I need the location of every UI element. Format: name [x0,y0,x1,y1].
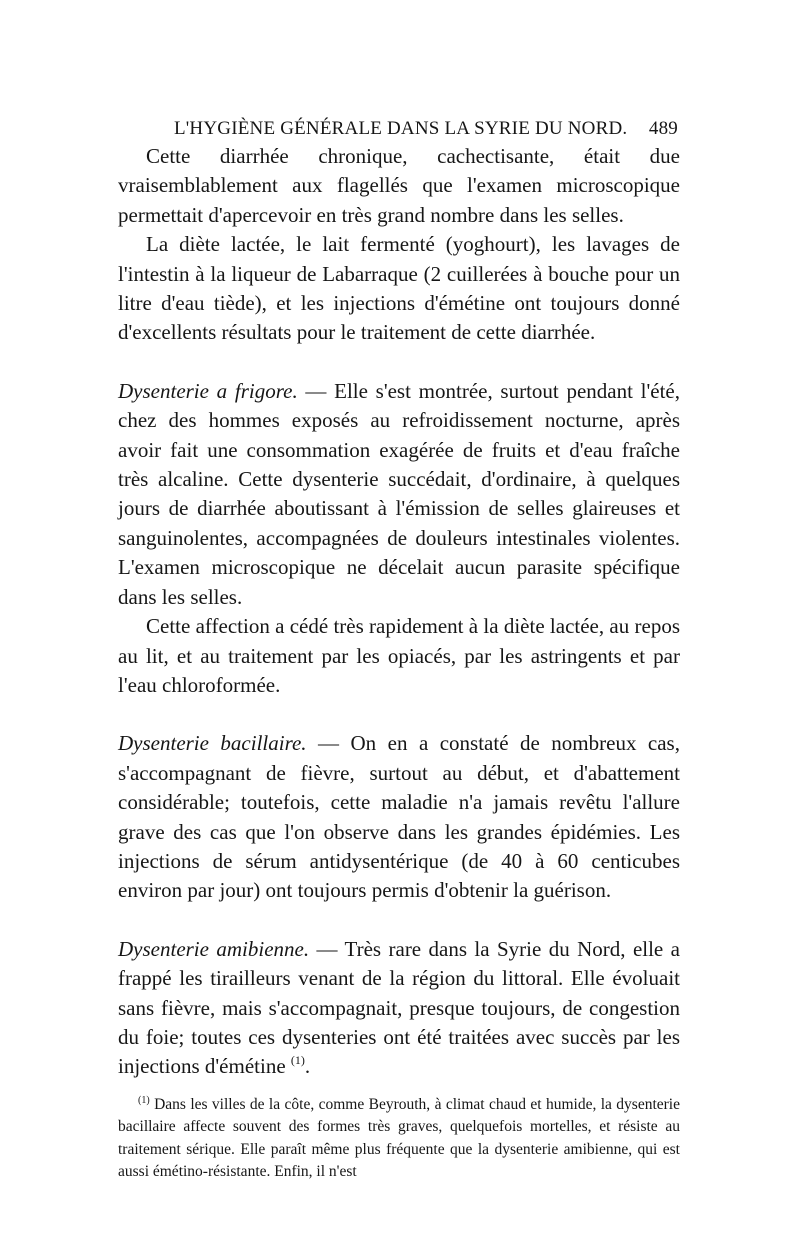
paragraph-text: — On en a constaté de nombreux cas, s'accompagnant de fièvre, surtout au début, et d'abattement considérable; toutefois, cette maladie n'a jamais revêtu l'allure grave des cas que l'on observe dans les grandes épidémies. Les injections de sérum antidysentérique (de 40 à 60 centicubes environ par jour) ont toujours permis d'obtenir la guérison. [118,731,680,903]
running-title: L'HYGIÈNE GÉNÉRALE DANS LA SYRIE DU NORD. [174,118,628,139]
paragraph-dysentery-a-frigore [118,377,680,612]
section-title: Dysenterie amibienne. [118,936,310,961]
paragraph-treatment [118,230,680,348]
book-page [118,112,680,1184]
paragraph-text: — Très rare dans la Syrie du Nord, elle a frappé les tirailleurs venant de la région du littoral. Elle évoluait sans fièvre, mais s'accompagnait, presque toujours, de congestion du foie; toutes ces dysenteries ont été traitées avec succès par les injections d'émétine [118,936,680,1079]
paragraph-text: La diète lactée, le lait fermenté (yoghourt), les lavages de l'intestin à la liqueur de Labarraque (2 cuillerées à bouche pour un litre d'eau tiède), et les injections d'émétine ont toujours donné d'excellents résultats pour le traitement de cette diarrhée. [118,232,680,345]
paragraph-chronic-diarrhea [118,142,680,230]
footnote-text: Dans les villes de la côte, comme Beyrouth, à climat chaud et humide, la dysenterie bacillaire affecte souvent des formes très graves, quelquefois mortelles, et résiste au traitement sérique. Elle paraît même plus fréquente que la dysenterie amibienne, qui est aussi émétino-résistante. Enfin, il n'est [118,1095,680,1181]
paragraph-end: . [304,1054,311,1079]
footnote-marker: (1) [138,1094,150,1106]
paragraph-text: Cette affection a cédé très rapidement à la diète lactée, au repos au lit, et au traitement par les opiacés, par les astringents et par l'eau chloroformée. [118,614,680,697]
page-number: 489 [648,118,678,139]
paragraph-amoebic-dysentery [118,935,680,1082]
section-title: Dysenterie a frigore. [118,378,298,403]
footnote-reference: (1) [290,1053,305,1068]
running-head [118,112,680,142]
paragraph-text: Cette diarrhée chronique, cachectisante, était due vraisemblablement aux flagellés que l'examen microscopique permettait d'apercevoir en très grand nombre dans les selles. [118,144,680,227]
body-text [118,142,680,1082]
footnote [118,1094,680,1184]
paragraph-bacillary-dysentery [118,729,680,905]
paragraph-text: — Elle s'est montrée, surtout pendant l'été, chez des hommes exposés au refroidissement nocturne, après avoir fait une consommation exagérée de fruits et d'eau fraîche très alcaline. Cette dysenterie succédait, d'ordinaire, à quelques jours de diarrhée aboutissant à l'émission de selles glaireuses et sanguinolentes, accompagnées de douleurs intestinales violentes. L'examen microscopique ne décelait aucun parasite spécifique dans les selles. [118,378,680,609]
paragraph-affection-treatment [118,612,680,700]
section-title: Dysenterie bacillaire. [118,731,307,756]
